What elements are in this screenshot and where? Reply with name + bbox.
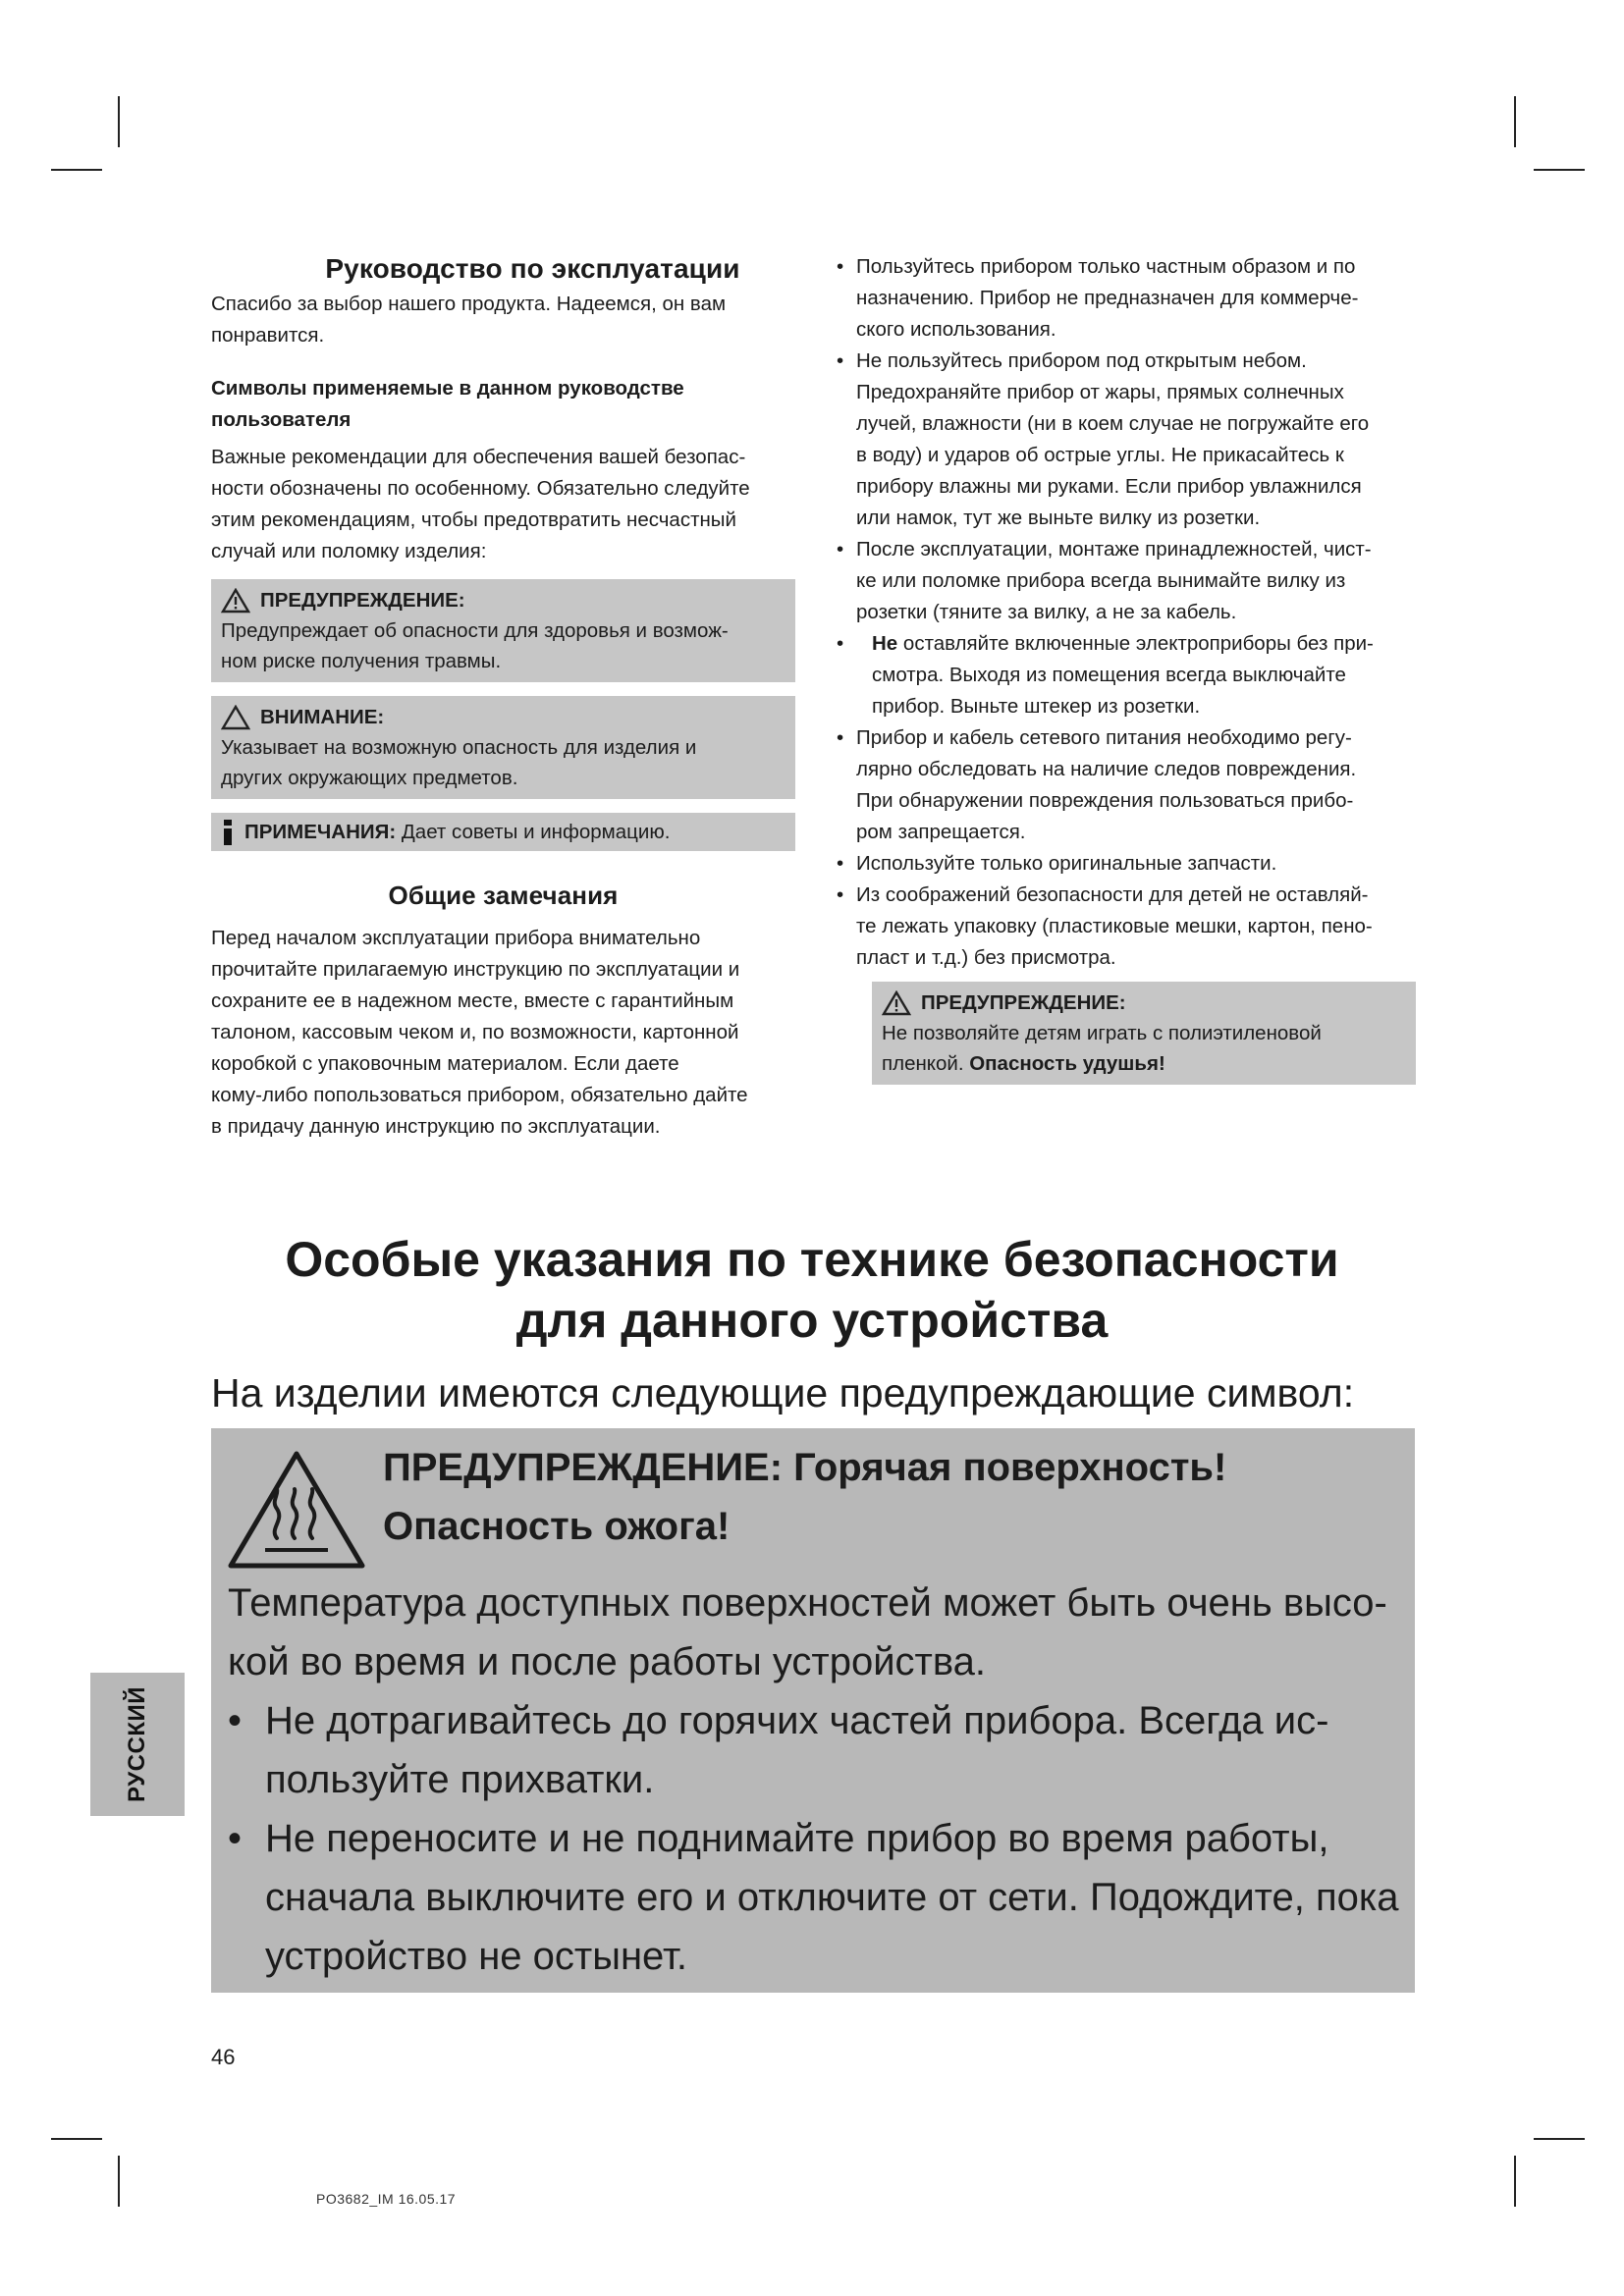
crop-mark (118, 96, 120, 147)
note-label: ПРИМЕЧАНИЯ: (244, 821, 397, 843)
list-item (835, 722, 1424, 848)
warning-triangle-icon (221, 588, 250, 614)
hot-bullet-line: пользуйте прихватки. (265, 1758, 655, 1801)
safety-title-line: для данного устройства (515, 1293, 1109, 1348)
general-line: прочитайте прилагаемую инструкцию по эксплуатации и (211, 958, 740, 981)
list-item (835, 628, 1424, 722)
bullet-line: лярно обследовать на наличие следов повреждения. (856, 758, 1357, 780)
general-line: в придачу данную инструкцию по эксплуатации. (211, 1115, 661, 1138)
bullet-line: Из соображений безопасности для детей не оставляй- (856, 883, 1369, 906)
manual-title: Руководство по эксплуатации (325, 253, 740, 284)
hot-surface-bullets (228, 1691, 1406, 1986)
bullet-line: пласт и т.д.) без присмотра. (856, 946, 1116, 969)
intro-line: Спасибо за выбор нашего продукта. Надеемся, он вам (211, 293, 727, 315)
bullet-line: При обнаружении повреждения пользоваться прибо- (856, 789, 1354, 812)
general-line: талоном, кассовым чеком и, по возможности, картонной (211, 1021, 739, 1043)
caution-triangle-icon (221, 705, 250, 730)
hot-surface-title (383, 1438, 1226, 1556)
bullet-line: лучей, влажности (ни в коем случае не погружайте его (856, 412, 1370, 435)
symbols-heading (211, 373, 795, 436)
caution-label: ВНИМАНИЕ: (260, 706, 385, 728)
crop-mark (51, 2138, 102, 2140)
list-item (835, 346, 1424, 534)
bullet-line: прибор. Выньте штекер из розетки. (872, 695, 1201, 718)
note-line (221, 817, 785, 847)
crop-mark (118, 2156, 120, 2207)
symbols-line: Важные рекомендации для обеспечения вашей безопас- (211, 446, 746, 468)
child-warning-header (882, 988, 1406, 1018)
intro-line: понравится. (211, 324, 325, 347)
child-warning-notice (872, 982, 1416, 1085)
right-column (835, 251, 1424, 1085)
left-column (211, 253, 795, 1143)
caution-line: Указывает на возможную опасность для изделия и (221, 736, 697, 759)
symbols-text (211, 442, 795, 567)
child-warning-line: пленкой. (882, 1052, 970, 1075)
crop-mark (51, 169, 102, 171)
symbols-line: случай или поломку изделия: (211, 540, 487, 562)
suffocation-danger: Опасность удушья! (969, 1052, 1165, 1075)
general-line: Перед началом эксплуатации прибора внимательно (211, 927, 701, 949)
general-line: коробкой с упаковочным материалом. Если даете (211, 1052, 679, 1075)
bullet-line: оставляйте включенные электроприборы без при- (902, 632, 1374, 655)
intro-text (211, 289, 795, 351)
caution-notice (211, 696, 795, 799)
caution-header (221, 702, 785, 732)
crop-mark (1534, 169, 1585, 171)
warning-label: ПРЕДУПРЕЖДЕНИЕ: (260, 589, 465, 612)
bullet-line: или намок, тут же выньте вилку из розетки. (856, 507, 1261, 529)
hot-surface-icon (226, 1448, 367, 1572)
bullet-line: назначению. Прибор не предназначен для коммерче- (856, 287, 1359, 309)
caution-line: других окружающих предметов. (221, 767, 518, 789)
warning-line: ном риске получения травмы. (221, 650, 502, 672)
hot-surface-box (211, 1428, 1415, 1993)
warning-header (221, 585, 785, 615)
general-line: сохраните ее в надежном месте, вместе с гарантийным (211, 989, 734, 1012)
bullet-line: Не пользуйтесь прибором под открытым небом. (856, 349, 1307, 372)
bullet-line: Используйте только оригинальные запчасти. (856, 852, 1277, 875)
page-number: 46 (211, 2045, 236, 2069)
hot-bullet-line: Не дотрагивайтесь до горячих частей прибора. Всегда ис- (265, 1699, 1329, 1742)
safety-title (0, 1229, 1624, 1351)
hot-bullet-line: устройство не остынет. (265, 1935, 687, 1978)
bullet-line: Прибор и кабель сетевого питания необходимо регу- (856, 726, 1352, 749)
symbols-line: ности обозначены по особенному. Обязательно следуйте (211, 477, 750, 500)
symbols-heading-line: пользователя (211, 408, 352, 431)
hot-surface-body (228, 1574, 1406, 1986)
hot-surface-text (228, 1574, 1406, 1691)
hot-text-line: Температура доступных поверхностей может быть очень высо- (228, 1581, 1387, 1625)
bullet-line: ке или поломке прибора всегда вынимайте вилку из (856, 569, 1346, 592)
symbols-line: этим рекомендациям, чтобы предотвратить несчастный (211, 508, 736, 531)
bullet-line: ром запрещается. (856, 821, 1026, 843)
list-item (835, 251, 1424, 346)
safety-title-line: Особые указания по технике безопасности (285, 1232, 1339, 1287)
bullet-line: смотра. Выходя из помещения всегда выключайте (872, 664, 1346, 686)
bullet-line: Предохраняйте прибор от жары, прямых солнечных (856, 381, 1344, 403)
note-notice (211, 813, 795, 851)
list-item (228, 1691, 1406, 1809)
hot-bullet-line: сначала выключите его и отключите от сети. Подождите, пока (265, 1876, 1399, 1919)
general-line: кому-либо попользоваться прибором, обязательно дайте (211, 1084, 748, 1106)
language-tab (90, 1673, 185, 1816)
child-warning-label: ПРЕДУПРЕЖДЕНИЕ: (921, 991, 1126, 1014)
symbols-intro: На изделии имеются следующие предупреждающие символ: (211, 1370, 1355, 1415)
list-item (228, 1809, 1406, 1986)
crop-mark (1534, 2138, 1585, 2140)
footer-code: PO3682_IM 16.05.17 (316, 2191, 457, 2207)
warning-notice (211, 579, 795, 682)
general-text (211, 923, 795, 1143)
crop-mark (1514, 96, 1516, 147)
bullet-line: После эксплуатации, монтаже принадлежностей, чист- (856, 538, 1372, 561)
child-warning-line: Не позволяйте детям играть с полиэтиленовой (882, 1022, 1322, 1044)
symbols-heading-line: Символы применяемые в данном руководстве (211, 377, 684, 400)
language-label: РУССКИЙ (124, 1686, 150, 1802)
bullet-line: ского использования. (856, 318, 1056, 341)
warning-triangle-icon (882, 990, 911, 1016)
crop-mark (1514, 2156, 1516, 2207)
hot-title-line: ПРЕДУПРЕЖДЕНИЕ: Горячая поверхность! (383, 1446, 1227, 1489)
bullet-line: розетки (тяните за вилку, а не за кабель. (856, 601, 1237, 623)
bullet-line: Пользуйтесь прибором только частным образом и по (856, 255, 1356, 278)
bullet-bold-word: Не (872, 632, 898, 655)
warning-line: Предупреждает об опасности для здоровья и возмож- (221, 619, 729, 642)
bullet-line: прибору влажны ми руками. Если прибор увлажнился (856, 475, 1362, 498)
general-title: Общие замечания (388, 881, 619, 910)
bullet-line: в воду) и ударов об острые углы. Не прикасайтесь к (856, 444, 1344, 466)
info-icon (221, 820, 235, 845)
safety-bullets (835, 251, 1424, 974)
bullet-line: те лежать упаковку (пластиковые мешки, картон, пено- (856, 915, 1373, 937)
hot-bullet-line: Не переносите и не поднимайте прибор во время работы, (265, 1817, 1329, 1860)
note-text: Дает советы и информацию. (401, 821, 671, 843)
list-item (835, 534, 1424, 628)
list-item (835, 848, 1424, 880)
hot-title-line: Опасность ожога! (383, 1505, 731, 1548)
hot-text-line: кой во время и после работы устройства. (228, 1640, 987, 1683)
list-item (835, 880, 1424, 974)
